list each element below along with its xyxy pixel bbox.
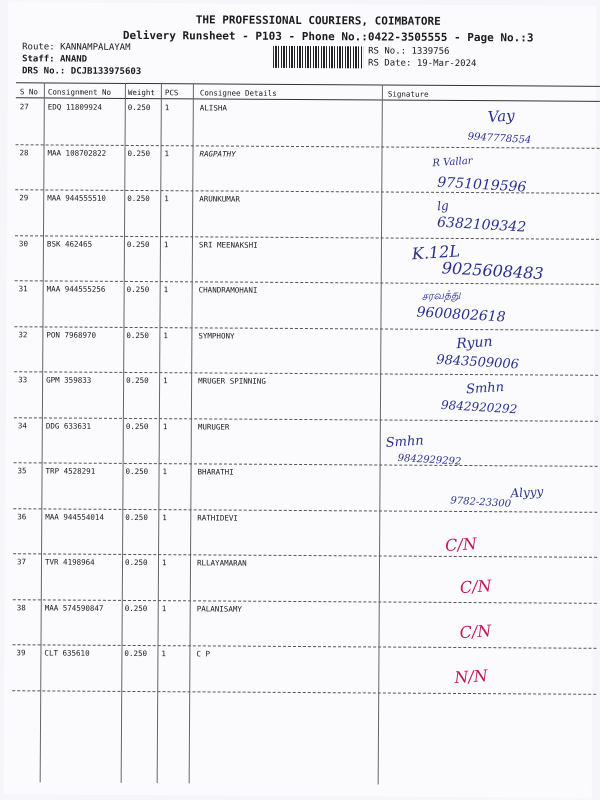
cell-pcs: 1 [161, 558, 167, 568]
handwritten-signature: C/N [444, 533, 478, 555]
cell-consignee: MURUGER [197, 421, 230, 432]
cell-consignment-no: EDQ 11809924 [47, 102, 102, 112]
handwritten-signature: N/N [453, 666, 489, 688]
handwritten-signature: lg [436, 198, 450, 214]
cell-pcs: 1 [164, 194, 169, 204]
cell-sno: 33 [18, 375, 28, 385]
cell-pcs: 1 [161, 603, 167, 613]
cell-consignment-no: DDG 633631 [45, 420, 92, 431]
cell-sno: 28 [19, 147, 29, 157]
cell-weight: 0.250 [126, 284, 150, 295]
cell-sno: 36 [17, 511, 27, 521]
cell-sno: 34 [17, 420, 27, 430]
rs-date-label: RS Date: [368, 58, 412, 69]
table-top-rule [16, 82, 600, 87]
staff-line [22, 54, 87, 64]
route-label: Route: [22, 42, 55, 53]
cell-weight: 0.250 [124, 557, 148, 568]
cell-pcs: 1 [163, 285, 169, 295]
cell-consignment-no: MAA 944555510 [47, 193, 106, 203]
cell-pcs: 1 [163, 239, 169, 249]
handwritten-signature: C/N [459, 576, 493, 598]
drs-value: DCJB133975603 [70, 66, 142, 78]
cell-sno: 38 [16, 602, 26, 612]
cell-weight: 0.250 [127, 193, 150, 204]
cell-consignee: SYMPHONY [198, 330, 235, 341]
cell-pcs: 1 [162, 421, 168, 431]
header-signature: Signature [387, 89, 429, 99]
handwritten-signature: R Vallar [432, 155, 473, 170]
cell-consignee: SRI MEENAKSHI [198, 239, 258, 250]
cell-consignee: MRUGER SPINNING [198, 376, 266, 386]
handwritten-signature: Smhn [385, 433, 425, 451]
cell-weight: 0.250 [125, 512, 148, 522]
handwritten-phone: 9947778554 [467, 131, 532, 147]
cell-weight: 0.250 [126, 330, 149, 340]
cell-consignee: PALANISAMY [196, 603, 242, 614]
cell-sno: 31 [18, 284, 28, 294]
cell-consignee: RAGPATHY [199, 148, 236, 159]
cell-consignment-no: MAA 574590847 [44, 602, 104, 613]
cell-sno: 37 [16, 557, 27, 567]
handwritten-signature: சரவத்து [421, 287, 461, 304]
route-value: KANNAMPALAYAM [60, 42, 131, 53]
document-subtitle: Delivery Runsheet - P103 - Phone No.:0422-3505555 - Page No.:3 [122, 28, 534, 45]
cell-consignee: C P [196, 649, 211, 659]
cell-consignment-no: CLT 635610 [44, 648, 90, 658]
document-title: THE PROFESSIONAL COURIERS, COIMBATORE [195, 13, 441, 28]
cell-consignment-no: MAA 108702822 [47, 147, 107, 158]
handwritten-signature: K.12L [411, 241, 461, 264]
drs-label: DRS No.: [21, 66, 66, 77]
cell-pcs: 1 [163, 376, 168, 386]
header-consignee: Consignee Details [199, 88, 277, 98]
cell-consignee: ARUNKUMAR [199, 194, 240, 204]
runsheet-page [4, 2, 597, 798]
rs-date-line [368, 58, 476, 69]
header-consignment: Consignment No [47, 87, 112, 97]
handwritten-phone: 9843509006 [435, 352, 520, 373]
header-pcs: PCS [164, 88, 179, 98]
handwritten-signature: Vay [487, 106, 516, 127]
cell-sno: 35 [17, 466, 27, 476]
cell-pcs: 1 [162, 467, 168, 477]
handwritten-phone: 6382109342 [436, 214, 527, 236]
handwritten-signature: C/N [459, 621, 492, 643]
handwritten-phone: 9842920292 [440, 397, 518, 417]
handwritten-phone: 9842929292 [397, 452, 462, 468]
handwritten-phone: 9751019596 [436, 174, 527, 196]
cell-weight: 0.250 [127, 102, 151, 113]
staff-value: ANAND [59, 54, 88, 65]
cell-sno: 30 [18, 238, 29, 248]
cell-consignment-no: TRP 4528291 [45, 466, 96, 476]
staff-label: Staff: [22, 54, 55, 65]
cell-weight: 0.250 [125, 466, 149, 477]
cell-consignment-no: GPM 359833 [46, 375, 92, 385]
handwritten-signature: Alyyy [510, 484, 544, 501]
cell-consignee: BHARATHI [197, 467, 234, 477]
cell-weight: 0.250 [125, 421, 149, 431]
handwritten-signature: Ryun [455, 333, 494, 353]
header-sno: S No [19, 87, 38, 97]
drs-line [22, 66, 141, 77]
cell-consignee: CHANDRAMOHANI [198, 285, 258, 295]
cell-consignee: ALISHA [199, 103, 227, 113]
cell-consignment-no: MAA 944554014 [45, 511, 105, 522]
cell-consignment-no: TVR 4198964 [44, 557, 95, 567]
cell-weight: 0.250 [124, 648, 148, 659]
cell-weight: 0.250 [124, 603, 148, 613]
cell-consignee: RATHIDEVI [197, 512, 238, 523]
cell-pcs: 1 [163, 330, 168, 340]
rs-date-value: 19-Mar-2024 [416, 58, 477, 70]
cell-sno: 32 [18, 329, 28, 339]
cell-pcs: 1 [161, 649, 166, 659]
cell-sno: 29 [19, 193, 29, 203]
header-weight: Weight [127, 87, 155, 98]
route-line [22, 42, 130, 53]
handwritten-phone: 9600802618 [416, 304, 506, 326]
handwritten-phone: 9782-23300 [450, 495, 512, 510]
cell-consignee: RLLAYAMARAN [196, 558, 247, 568]
barcode-image [273, 46, 363, 69]
cell-sno: 27 [19, 102, 29, 112]
cell-consignment-no: MAA 944555256 [46, 284, 106, 294]
cell-weight: 0.250 [126, 375, 149, 386]
cell-pcs: 1 [164, 103, 170, 113]
table-header-rule [16, 97, 600, 102]
handwritten-signature: Smhn [465, 379, 505, 398]
cell-pcs: 1 [162, 512, 167, 522]
cell-pcs: 1 [164, 148, 170, 158]
rs-no-value: 1339756 [411, 46, 450, 57]
rs-no-line [368, 46, 449, 56]
cell-weight: 0.250 [126, 239, 150, 249]
cell-sno: 39 [16, 648, 26, 658]
rs-no-label: RS No.: [368, 46, 407, 57]
cell-consignment-no: PON 7968970 [46, 329, 97, 340]
cell-consignment-no: BSK 462465 [46, 238, 93, 249]
cell-weight: 0.250 [127, 148, 151, 158]
handwritten-phone: 9025608483 [441, 258, 545, 284]
